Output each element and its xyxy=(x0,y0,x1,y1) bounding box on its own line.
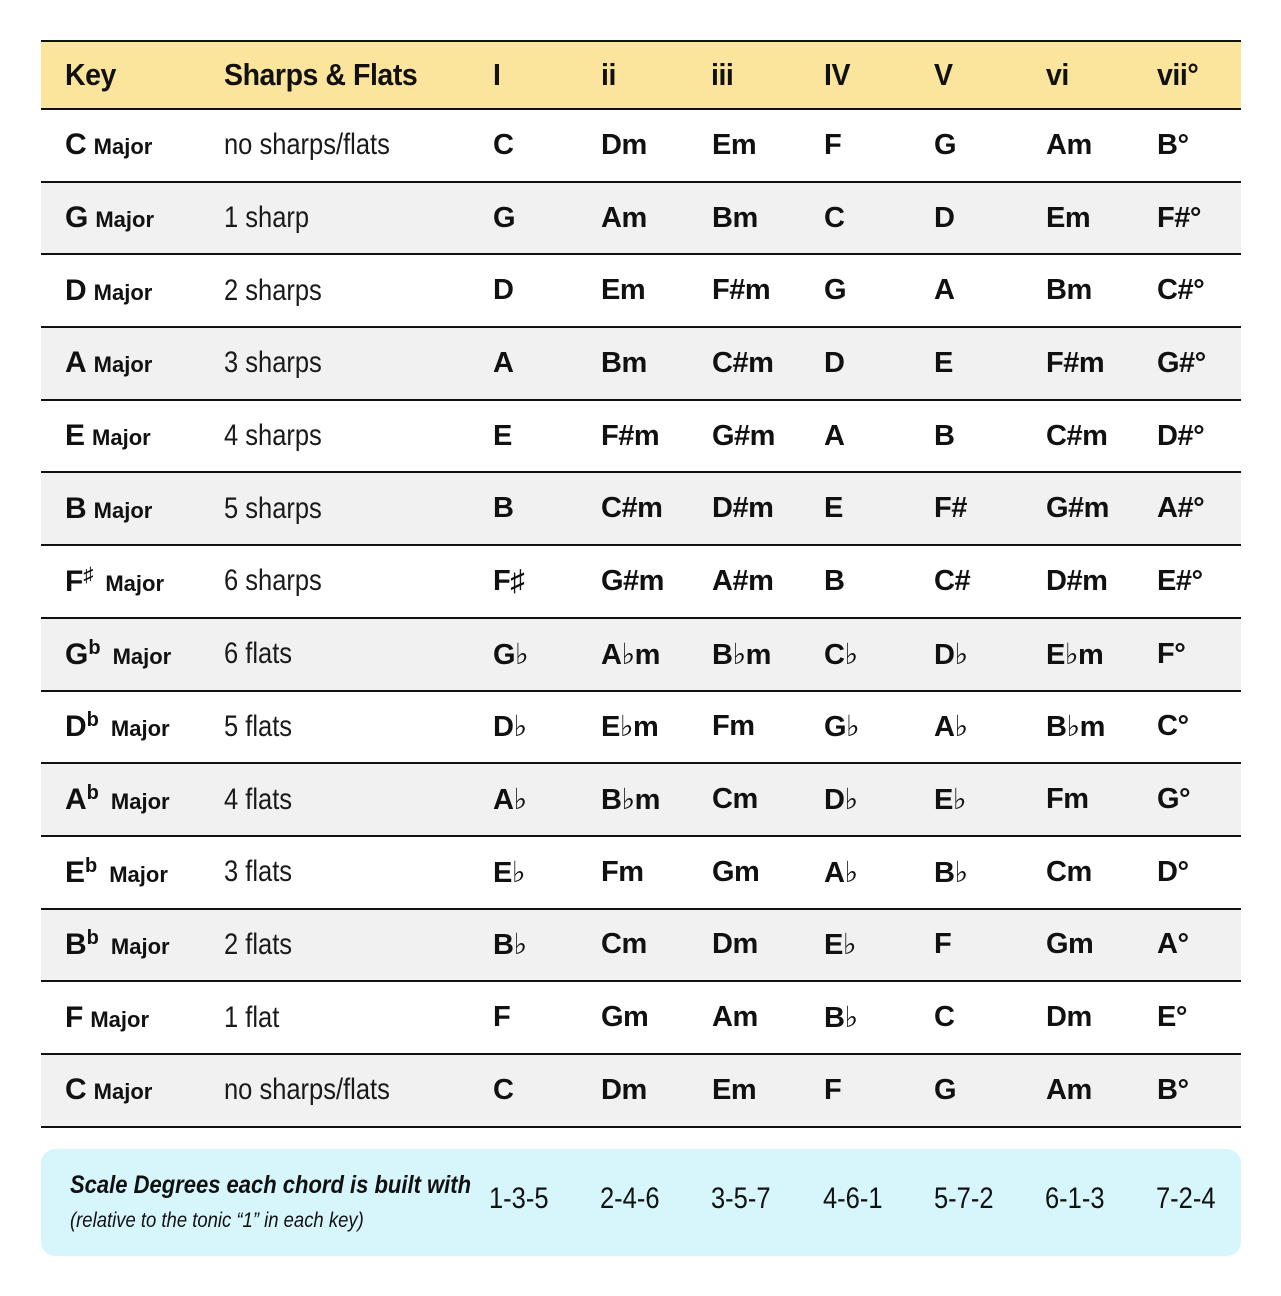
chord-cell: C♭ xyxy=(824,638,858,671)
key-accidental: b xyxy=(86,782,99,805)
chord-cell: C xyxy=(824,201,845,234)
chord-cell: E♭ xyxy=(934,784,967,817)
chord-cell: B♭ xyxy=(493,929,527,962)
sharps-flats-cell: 2 flats xyxy=(224,927,293,961)
sharps-flats-cell: 3 flats xyxy=(224,855,293,889)
key-name: D xyxy=(65,710,87,744)
key-name: G xyxy=(65,637,89,671)
chord-cell: B xyxy=(493,492,514,525)
chord-cell: B° xyxy=(1157,1073,1189,1106)
header-degree-3: iii xyxy=(711,57,734,92)
key-suffix: Major xyxy=(93,352,153,378)
table-row xyxy=(41,255,1241,328)
chord-cell: Am xyxy=(712,1001,758,1034)
key-cell xyxy=(65,782,170,817)
key-cell xyxy=(65,855,168,890)
chord-cell: B xyxy=(934,419,955,452)
chord-cell: A xyxy=(934,274,955,307)
chord-cell: Bm xyxy=(601,346,647,379)
chord-cell: E♭ xyxy=(493,856,526,889)
table-row xyxy=(41,473,1241,546)
chord-cell: B° xyxy=(1157,128,1189,161)
chord-cell: Cm xyxy=(601,928,647,961)
footer-degree-5: 5-7-2 xyxy=(934,1182,994,1215)
header-degree-1: I xyxy=(493,57,501,92)
chord-cell: C° xyxy=(1157,710,1189,743)
chord-cell: A xyxy=(824,419,845,452)
key-cell xyxy=(65,564,164,599)
chord-cell: C xyxy=(493,128,514,161)
chord-cell: Gm xyxy=(712,855,760,888)
key-cell xyxy=(65,492,152,526)
key-name: C xyxy=(65,128,87,162)
header-key: Key xyxy=(65,57,116,92)
chord-cell: E° xyxy=(1157,1001,1187,1034)
sharps-flats-cell: 6 flats xyxy=(224,637,293,671)
chord-cell: E♭ xyxy=(824,929,857,962)
sharps-flats-cell: 4 sharps xyxy=(224,419,322,453)
key-accidental: b xyxy=(85,854,98,877)
sharps-flats-cell: 1 flat xyxy=(224,1000,280,1034)
chord-cell: Dm xyxy=(601,1073,647,1106)
chord-cell: E xyxy=(934,346,953,379)
header-sharps-flats: Sharps & Flats xyxy=(224,57,418,92)
chord-cell: F#m xyxy=(601,419,660,452)
chord-cell: Fm xyxy=(712,710,755,743)
chord-cell: E xyxy=(824,492,843,525)
footer-degree-4: 4-6-1 xyxy=(823,1182,883,1215)
chord-cell: E♭m xyxy=(601,711,659,744)
chord-cell: F xyxy=(824,1073,842,1106)
chord-cell: G xyxy=(934,128,957,161)
sharps-flats-cell: no sharps/flats xyxy=(224,1073,390,1107)
chord-cell: B♭ xyxy=(934,856,968,889)
footer-title: Scale Degrees each chord is built with xyxy=(70,1171,472,1199)
key-suffix: Major xyxy=(92,425,151,451)
key-cell xyxy=(65,419,151,453)
key-suffix: Major xyxy=(93,134,153,160)
table-row xyxy=(41,328,1241,401)
header-degree-5: V xyxy=(934,57,953,92)
key-name: E xyxy=(65,419,86,453)
chord-cell: Am xyxy=(1046,128,1092,161)
chord-cell: D xyxy=(934,201,955,234)
chord-cell: B♭ xyxy=(824,1002,858,1035)
header-degree-4: IV xyxy=(824,57,851,92)
chord-cell: Em xyxy=(712,1073,757,1106)
chord-cell: A xyxy=(493,346,514,379)
table-row xyxy=(41,910,1241,983)
table-row xyxy=(41,546,1241,619)
chord-cell: C# xyxy=(934,564,971,597)
key-suffix: Major xyxy=(93,497,153,523)
chord-cell: G♭ xyxy=(824,711,860,744)
chord-cell: B♭m xyxy=(712,638,771,671)
key-name: D xyxy=(65,273,87,307)
chord-cell: G#° xyxy=(1157,346,1206,379)
chord-cell: F° xyxy=(1157,637,1186,670)
key-cell xyxy=(65,274,152,308)
chord-cell: G#m xyxy=(712,419,775,452)
scale-degrees-footer xyxy=(41,1149,1241,1256)
chord-cell: A#° xyxy=(1157,492,1205,525)
key-suffix: Major xyxy=(110,789,170,815)
chord-cell: Am xyxy=(601,201,647,234)
chord-cell: C#m xyxy=(601,492,663,525)
table-row xyxy=(41,401,1241,474)
chord-cell: C xyxy=(493,1073,514,1106)
chord-cell: F♯ xyxy=(493,564,525,597)
chord-cell: Dm xyxy=(712,928,758,961)
chord-cell: E xyxy=(493,419,512,452)
chord-cell: Gm xyxy=(601,1001,649,1034)
table-row xyxy=(41,619,1241,692)
chord-cell: D#m xyxy=(1046,564,1108,597)
key-name: F xyxy=(65,1000,84,1034)
sharps-flats-cell: 6 sharps xyxy=(224,564,322,598)
chord-cell: Cm xyxy=(712,783,758,816)
chord-cell: A#m xyxy=(712,564,774,597)
footer-degree-2: 2-4-6 xyxy=(600,1182,660,1215)
chord-cell: C#m xyxy=(1046,419,1108,452)
key-suffix: Major xyxy=(105,570,165,596)
chord-cell: C#m xyxy=(712,346,774,379)
footer-subtitle: (relative to the tonic “1” in each key) xyxy=(70,1209,364,1232)
chord-cell: G#m xyxy=(601,564,664,597)
chord-cell: Bm xyxy=(1046,274,1092,307)
chord-cell: C xyxy=(934,1001,955,1034)
key-accidental: b xyxy=(86,927,99,950)
sharps-flats-cell: 5 flats xyxy=(224,709,293,743)
chord-cell: D♭ xyxy=(824,784,858,817)
header-degree-7: vii° xyxy=(1157,57,1199,92)
chord-cell: B♭m xyxy=(1046,711,1105,744)
key-suffix: Major xyxy=(93,1079,153,1105)
key-name: B xyxy=(65,928,87,962)
key-suffix: Major xyxy=(90,1006,150,1032)
chord-cell: Dm xyxy=(1046,1001,1092,1034)
chord-cell: B♭m xyxy=(601,784,660,817)
chord-cell: D♭ xyxy=(493,711,527,744)
chord-cell: A♭m xyxy=(601,638,660,671)
key-cell xyxy=(65,927,170,962)
chord-cell: Am xyxy=(1046,1073,1092,1106)
chord-cell: E#° xyxy=(1157,564,1203,597)
sharps-flats-cell: 1 sharp xyxy=(224,201,310,235)
key-cell xyxy=(65,201,154,235)
table-header xyxy=(41,40,1241,110)
chord-table xyxy=(41,40,1241,1128)
table-row xyxy=(41,183,1241,256)
chord-cell: F xyxy=(493,1001,511,1034)
chord-cell: Gm xyxy=(1046,928,1094,961)
table-row xyxy=(41,692,1241,765)
sharps-flats-cell: 4 flats xyxy=(224,782,293,816)
footer-degree-7: 7-2-4 xyxy=(1156,1182,1216,1215)
chord-cell: G xyxy=(493,201,516,234)
table-row xyxy=(41,764,1241,837)
key-cell xyxy=(65,637,171,672)
table-row xyxy=(41,982,1241,1055)
key-name: A xyxy=(65,346,87,380)
footer-degree-3: 3-5-7 xyxy=(711,1182,771,1215)
key-suffix: Major xyxy=(112,643,172,669)
key-name: G xyxy=(65,201,89,235)
chord-cell: Em xyxy=(601,274,646,307)
chord-cell: F xyxy=(824,128,842,161)
footer-degree-1: 1-3-5 xyxy=(489,1182,549,1215)
chord-cell: D xyxy=(493,274,514,307)
chord-cell: F# xyxy=(934,492,967,525)
table-row xyxy=(41,110,1241,183)
chord-cell: D#° xyxy=(1157,419,1205,452)
chord-cell: D xyxy=(824,346,845,379)
chord-cell: B xyxy=(824,564,845,597)
chord-cell: F xyxy=(934,928,952,961)
chord-cell: G#m xyxy=(1046,492,1109,525)
chord-cell: G xyxy=(824,274,847,307)
chord-cell: G♭ xyxy=(493,638,529,671)
chord-cell: D#m xyxy=(712,492,774,525)
chord-cell: Dm xyxy=(601,128,647,161)
chord-cell: G xyxy=(934,1073,957,1106)
chord-cell: G° xyxy=(1157,783,1191,816)
key-name: F xyxy=(65,564,84,598)
chord-cell: C#° xyxy=(1157,274,1205,307)
sharps-flats-cell: 2 sharps xyxy=(224,273,322,307)
key-cell xyxy=(65,128,152,162)
key-suffix: Major xyxy=(110,716,170,742)
chord-cell: D♭ xyxy=(934,638,968,671)
chord-cell: F#m xyxy=(712,274,771,307)
chord-cell: A♭ xyxy=(824,856,858,889)
key-suffix: Major xyxy=(95,207,155,233)
chord-cell: A♭ xyxy=(934,711,968,744)
key-name: E xyxy=(65,855,86,889)
key-suffix: Major xyxy=(110,934,170,960)
key-suffix: Major xyxy=(93,279,153,305)
header-degree-2: ii xyxy=(601,57,616,92)
chord-cell: F#m xyxy=(1046,346,1105,379)
key-name: C xyxy=(65,1073,87,1107)
key-suffix: Major xyxy=(109,861,168,887)
sharps-flats-cell: no sharps/flats xyxy=(224,128,390,162)
chord-cell: A♭ xyxy=(493,784,527,817)
key-cell xyxy=(65,346,152,380)
table-row xyxy=(41,1055,1241,1128)
chord-cell: Em xyxy=(1046,201,1091,234)
sharps-flats-cell: 5 sharps xyxy=(224,491,322,525)
key-cell xyxy=(65,709,170,744)
header-degree-6: vi xyxy=(1046,57,1069,92)
table-row xyxy=(41,837,1241,910)
chord-cell: Fm xyxy=(601,855,644,888)
sharps-flats-cell: 3 sharps xyxy=(224,346,322,380)
key-accidental: b xyxy=(86,709,99,732)
key-name: B xyxy=(65,491,87,525)
chord-cell: Cm xyxy=(1046,855,1092,888)
chord-cell: A° xyxy=(1157,928,1189,961)
key-accidental: b xyxy=(88,636,101,659)
chord-cell: Em xyxy=(712,128,757,161)
key-name: A xyxy=(65,783,87,817)
table-body xyxy=(41,110,1241,1128)
chord-cell: E♭m xyxy=(1046,638,1104,671)
key-cell xyxy=(65,1001,149,1035)
key-accidental: ♯ xyxy=(83,563,94,586)
chord-cell: F#° xyxy=(1157,201,1201,234)
footer-degree-6: 6-1-3 xyxy=(1045,1182,1105,1215)
chord-cell: D° xyxy=(1157,855,1189,888)
key-cell xyxy=(65,1073,152,1107)
chord-cell: Bm xyxy=(712,201,758,234)
chord-cell: Fm xyxy=(1046,783,1089,816)
